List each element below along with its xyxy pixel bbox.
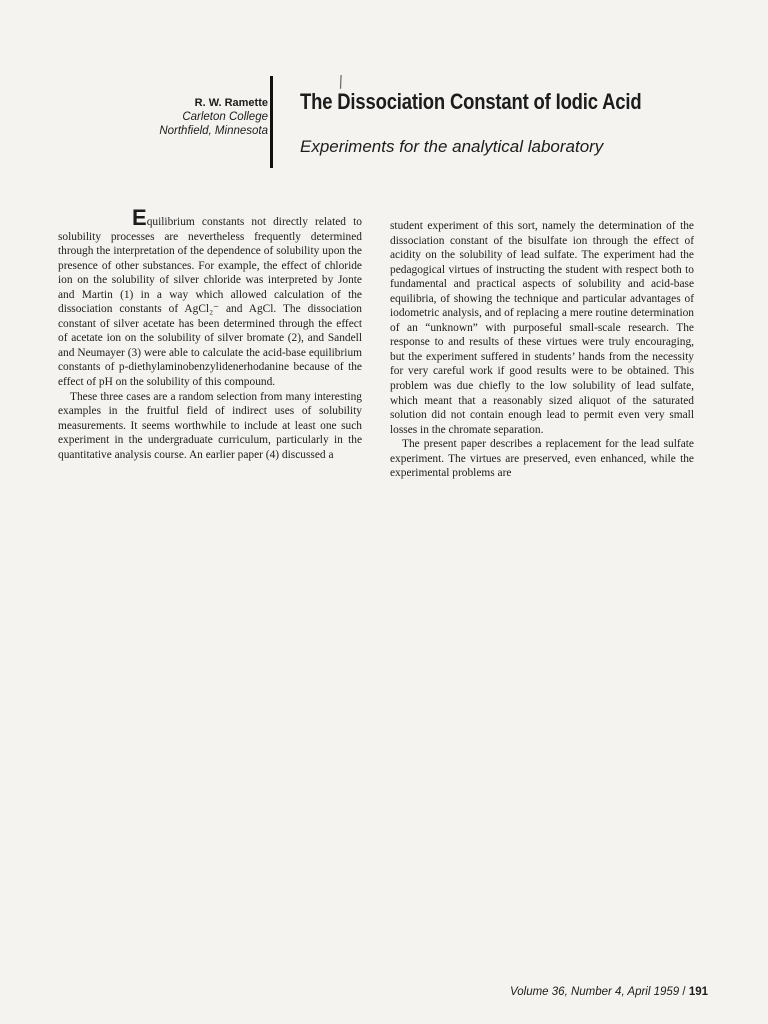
page-number: 191 [688,986,708,998]
drop-cap: E [132,205,147,230]
affiliation-location: Northfield, Minnesota [159,125,268,137]
title-divider-rule [270,76,273,168]
article-subtitle: Experiments for the analytical laboratory [300,137,604,156]
page-footer [510,986,708,998]
footer-separator: / [682,986,686,998]
affiliation-institution: Carleton College [182,111,268,123]
author-name: R. W. Ramette [194,97,268,109]
author-block [100,96,268,138]
paragraph: student experiment of this sort, namely the determination of the dissociation constant of the bisulfate ion through the effect of acidity on the solubility of lead sulfate. The experiment had the pedagogical virtues of instructing the student with respect both to fundamental and practical aspects of solubility and acid-base equilibria, of showing the technique and particular advantages of iodometric analysis, and of replacing a mere routine determination of an “unknown” with purposeful small-scale research. The response to and results of these virtues were truly encouraging, but the experiment suffered in students’ hands from the necessity for very careful work if good results were to be obtained. This problem was due chiefly to the low solubility of lead sulfate, which meant that a reasonably sized aliquot of the saturated solution did not contain enough lead to permit even very small losses in the chromate separation. [390,220,694,436]
paragraph: These three cases are a random selection from many interesting examples in the fruitful field of indirect uses of solubility measurements. It seems worthwhile to include at least one such experiment in the undergraduate curriculum, particularly in the quantitative analysis course. An earlier paper (4) discussed a [58,390,362,461]
body-column-left [58,205,362,462]
body-column-right [390,219,694,481]
paragraph [58,205,362,390]
paragraph: The present paper describes a replacement for the lead sulfate experiment. The virtues are preserved, even enhanced, while the experimental problems are [390,438,694,480]
article-title: The Dissociation Constant of Iodic Acid [300,89,642,114]
journal-issue: Volume 36, Number 4, April 1959 [510,986,680,998]
paragraph-text: quilibrium constants not directly related to solubility processes are nevertheless frequently determined through the interpretation of the dependence of solubility upon the presence of other substances. For example, the effect of chloride ion on the solubility of silver chloride was interpreted by Jonte and Martin (1) in a way which allowed calculation of the dissociation constants of AgCl₂⁻ and AgCl. The dissociation constant of silver acetate has been determined through the effect of acetate ion on the solubility of silver bromate (2), and Sandell and Neumayer (3) were able to calculate the acid-base equilibrium constants of p-diethylaminobenzylidenerhodanine because of the effect of pH on the solubility of this compound. [58,216,362,389]
handwritten-check-mark: / [335,71,346,92]
